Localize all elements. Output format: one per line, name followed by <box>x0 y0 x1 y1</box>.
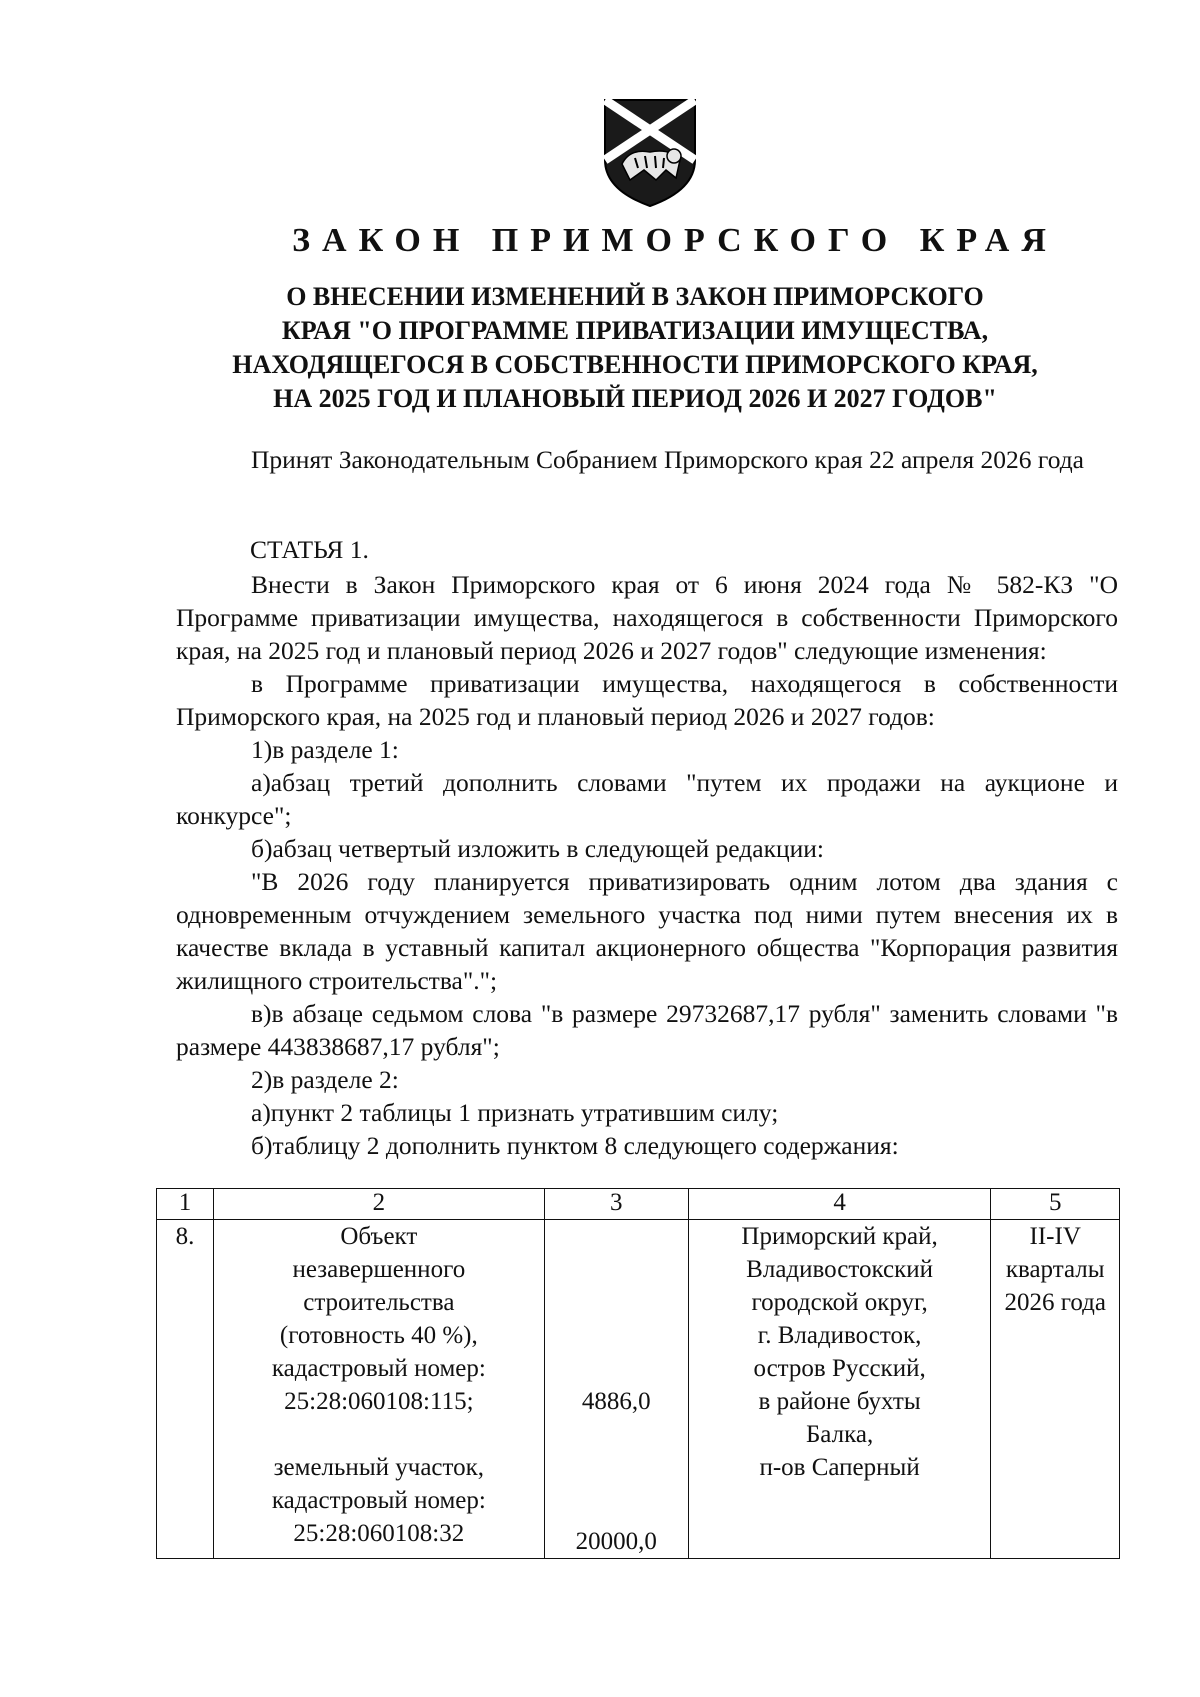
cell-line: Балка, <box>805 1421 874 1448</box>
table-header-cell: 2 <box>214 1189 545 1220</box>
cell-line: строительства <box>303 1289 455 1316</box>
cell-line: кадастровый номер: <box>271 1355 486 1382</box>
article-paragraph: в)в абзаце седьмом слова "в размере 29732687,17 рубля" заменить словами "в размере 443838687,17 рубля"; <box>176 999 1118 1061</box>
article-paragraph: 1)в разделе 1: <box>251 735 399 764</box>
article-paragraph: "В 2026 году планируется приватизировать одним лотом два здания с одновременным отчуждением земельного участка под ними путем внесения их в качестве вклада в уставный капитал акционерного общества "Корпорация развития жилищного строительства"."; <box>176 867 1118 995</box>
cell-line: Владивостокский <box>746 1256 933 1283</box>
article-paragraph: в Программе приватизации имущества, находящегося в собственности Приморского края, на 2025 год и плановый период 2026 и 2027 годов: <box>176 669 1118 731</box>
subtitle-line: О ВНЕСЕНИИ ИЗМЕНЕНИЙ В ЗАКОН ПРИМОРСКОГО <box>286 282 984 311</box>
row-number-cell: 8. <box>157 1220 214 1559</box>
cell-line: Объект <box>340 1223 418 1250</box>
area-cell <box>544 1220 688 1559</box>
cell-line: городской округ, <box>751 1289 928 1316</box>
article-paragraph: а)абзац третий дополнить словами "путем их продажи на аукционе и конкурсе"; <box>176 768 1118 830</box>
table-header-cell: 1 <box>157 1189 214 1220</box>
cell-line: незавершенного <box>292 1256 466 1283</box>
table-row <box>157 1220 1120 1559</box>
cell-line: остров Русский, <box>753 1355 926 1382</box>
object-description-cell <box>214 1220 545 1559</box>
table-header-cell: 3 <box>544 1189 688 1220</box>
coat-of-arms-icon <box>600 98 700 208</box>
cell-line: 25:28:060108:32 <box>293 1520 465 1547</box>
privatization-table <box>156 1188 1120 1559</box>
period-cell <box>991 1220 1120 1559</box>
article-paragraph: Внести в Закон Приморского края от 6 июня 2024 года № 582-КЗ "О Программе приватизации имущества, находящегося в собственности Приморского края, на 2025 год и плановый период 2026 и 2027 годов" следующие изменения: <box>176 570 1118 665</box>
cell-line: II-IV <box>1029 1223 1081 1250</box>
cell-line: Приморский край, <box>741 1223 938 1250</box>
article-paragraph: б)таблицу 2 дополнить пунктом 8 следующего содержания: <box>251 1131 899 1160</box>
subtitle-line: НА 2025 ГОД И ПЛАНОВЫЙ ПЕРИОД 2026 И 2027 ГОДОВ" <box>273 384 997 413</box>
law-subtitle <box>150 280 1120 416</box>
article-body <box>176 568 1118 1162</box>
area-land-value: 20000,0 <box>575 1528 657 1555</box>
article-heading: СТАТЬЯ 1. <box>250 535 369 564</box>
subtitle-line: НАХОДЯЩЕГОСЯ В СОБСТВЕННОСТИ ПРИМОРСКОГО КРАЯ, <box>232 350 1038 379</box>
cell-line: кварталы <box>1005 1256 1105 1283</box>
article-paragraph: а)пункт 2 таблицы 1 признать утратившим силу; <box>251 1098 779 1127</box>
area-object-value: 4886,0 <box>581 1388 651 1415</box>
cell-line: п-ов Саперный <box>759 1454 920 1481</box>
subtitle-line: КРАЯ "О ПРОГРАММЕ ПРИВАТИЗАЦИИ ИМУЩЕСТВА, <box>281 316 989 345</box>
table-header-row <box>157 1189 1120 1220</box>
table-header-cell: 5 <box>991 1189 1120 1220</box>
cell-line: в районе бухты <box>758 1388 921 1415</box>
article-paragraph: 2)в разделе 2: <box>251 1065 399 1094</box>
adoption-statement <box>176 443 1118 476</box>
table-header-cell: 4 <box>688 1189 991 1220</box>
cell-line: земельный участок, <box>273 1454 484 1481</box>
adoption-text: Принят Законодательным Собранием Приморского края 22 апреля 2026 года <box>251 445 1084 474</box>
cell-line: (готовность 40 %), <box>279 1322 478 1349</box>
cell-line: 2026 года <box>1004 1289 1106 1316</box>
article-paragraph: б)абзац четвертый изложить в следующей редакции: <box>251 834 824 863</box>
cell-line: г. Владивосток, <box>757 1322 922 1349</box>
address-cell <box>688 1220 991 1559</box>
law-title: ЗАКОН ПРИМОРСКОГО КРАЯ <box>292 222 1058 259</box>
cell-line: 25:28:060108:115; <box>284 1388 474 1415</box>
cell-line: кадастровый номер: <box>271 1487 486 1514</box>
